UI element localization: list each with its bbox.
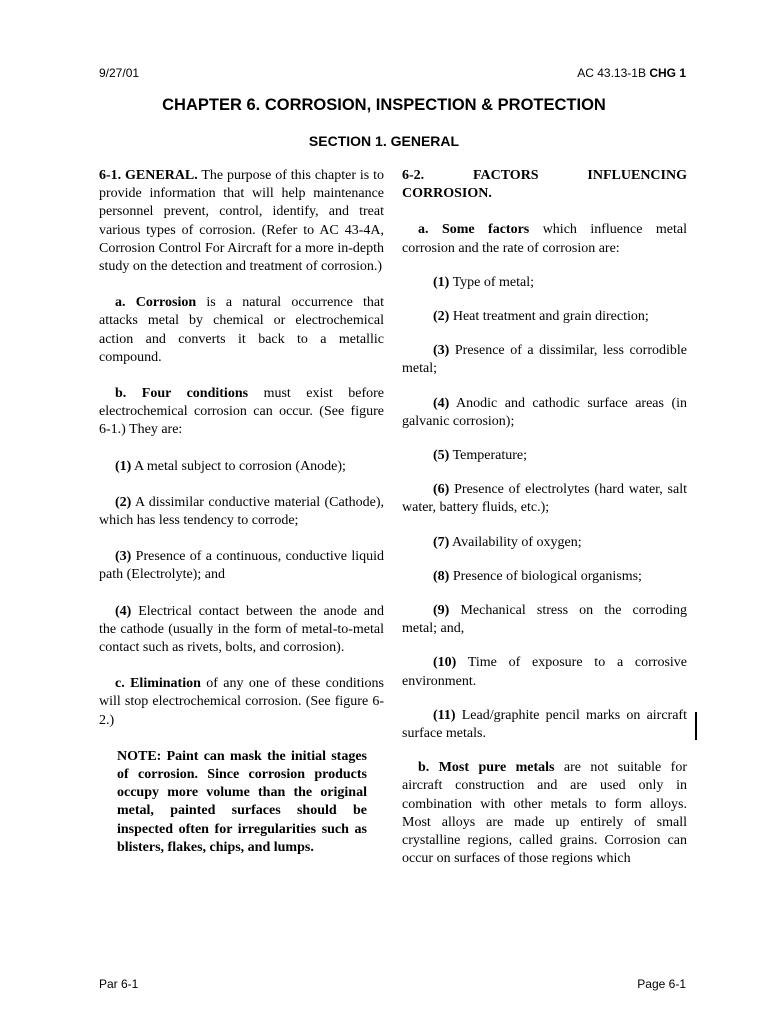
list-item-text: Type of metal;	[449, 274, 535, 290]
list-item-number: (4)	[115, 603, 132, 619]
list-item-text: Lead/graphite pencil marks on aircraft surface metals.	[402, 707, 687, 742]
left-column	[99, 167, 384, 857]
paragraph-6-1	[99, 167, 384, 276]
list-item-number: (2)	[433, 309, 450, 325]
list-item	[85, 494, 384, 530]
list-item	[402, 447, 687, 465]
paragraph-6-2-a	[402, 221, 687, 257]
list-item	[402, 308, 687, 326]
list-item	[85, 548, 384, 584]
list-item-text: Presence of a dissimilar, less corrodible metal;	[402, 343, 687, 377]
header-date: 9/27/01	[99, 66, 140, 80]
paragraph-6-2-b	[402, 759, 687, 868]
list-item-number: (3)	[433, 343, 450, 359]
list-item-text: Presence of a continuous, conductive liquid path (Electrolyte); and	[99, 549, 384, 583]
footer-paragraph-ref: Par 6-1	[99, 977, 139, 991]
paragraph-6-1-b-text: must exist before electrochemical corrosion can occur. (See figure 6-1.) They are:	[99, 386, 385, 438]
list-item-number: (8)	[433, 568, 450, 584]
list-item-number: (6)	[433, 482, 450, 498]
paragraph-6-1-c	[99, 675, 384, 730]
list-item	[85, 603, 384, 658]
list-item	[402, 481, 687, 517]
note-block: NOTE: Paint can mask the initial stages of corrosion. Since corrosion products occupy more volume than the original metal, painted surfaces should be inspected often for irregularities such as blisters, flakes, chips, and lumps.	[117, 748, 367, 855]
list-item-text: Availability of oxygen;	[449, 534, 582, 550]
paragraph-6-1-b	[99, 385, 384, 440]
list-item-text: Heat treatment and grain direction;	[449, 309, 649, 325]
paragraph-6-1-c-text: of any one of these conditions will stop electrochemical corrosion. (See figure 6-2.)	[99, 676, 384, 728]
list-item-number: (11)	[433, 707, 456, 723]
list-item	[402, 395, 687, 431]
paragraph-6-1-b-label: b. Four conditions	[115, 386, 249, 402]
paragraph-6-1-a-text: is a natural occurrence that attacks metal by chemical or electrochemical action and converts it back to a metallic compound.	[99, 295, 384, 365]
right-column	[402, 167, 687, 868]
list-item	[402, 534, 687, 552]
paragraph-6-1-a-label: a. Corrosion	[115, 295, 197, 311]
list-item-text: Electrical contact between the anode and the cathode (usually in the form of metal-to-metal contact such as rivets, bolts, and corrosion).	[99, 603, 384, 656]
list-item-text: Mechanical stress on the corroding metal; and,	[402, 603, 687, 637]
list-item-text: A dissimilar conductive material (Cathode), which has less tendency to corrode;	[99, 494, 384, 529]
paragraph-6-1-c-label: c. Elimination	[115, 676, 201, 692]
paragraph-6-1-a	[99, 294, 384, 367]
revision-change-bar	[695, 712, 697, 740]
list-item-number: (4)	[433, 395, 450, 411]
paragraph-6-2-heading: 6-2. FACTORS INFLUENCING CORROSION.	[402, 168, 687, 202]
list-item	[402, 707, 687, 743]
list-item	[402, 342, 687, 378]
footer-page-number: Page 6-1	[637, 977, 686, 991]
section-title: SECTION 1. GENERAL	[308, 133, 460, 149]
list-item	[402, 602, 687, 638]
list-item-number: (3)	[115, 549, 132, 565]
list-item	[402, 274, 687, 292]
header-reference	[577, 66, 686, 80]
list-item-number: (2)	[115, 494, 132, 510]
list-item-number: (7)	[433, 534, 450, 550]
list-item-number: (9)	[433, 603, 450, 619]
paragraph-6-2-b-label: b. Most pure metals	[418, 760, 555, 776]
list-item-text: Temperature;	[449, 448, 527, 464]
paragraph-6-1-text: The purpose of this chapter is to provide information that will help maintenance personnel prevent, control, identify, and treat various types of corrosion. (Refer to AC 43-4A, Corrosion Control For Aircraft for a more in-depth study on the detection and treatment of corrosion.)	[99, 168, 384, 275]
list-item-number: (5)	[433, 448, 450, 464]
paragraph-6-2-a-label: a. Some factors	[418, 222, 530, 238]
header-ac-number: AC 43.13-1B	[577, 66, 646, 80]
list-item-number: (1)	[115, 458, 132, 474]
paragraph-6-2-b-text: are not suitable for aircraft construction and are used only in combination with other metals to form alloys. Most alloys are made up entirely of small crystalline regions, called grains. Corrosion can occur on surfaces of those regions which	[402, 760, 687, 867]
list-item-text: Anodic and cathodic surface areas (in galvanic corrosion);	[402, 395, 687, 429]
chapter-title: CHAPTER 6. CORROSION, INSPECTION & PROTECTION	[162, 96, 606, 114]
list-item-number: (10)	[433, 655, 457, 671]
paragraph-6-1-label: 6-1. GENERAL.	[99, 168, 198, 183]
list-item	[85, 458, 384, 476]
list-item-number: (1)	[433, 274, 450, 290]
list-item	[402, 568, 687, 586]
list-item-text: Presence of electrolytes (hard water, salt water, battery fluids, etc.);	[402, 482, 687, 516]
list-item	[402, 654, 687, 690]
list-item-text: A metal subject to corrosion (Anode);	[131, 458, 346, 474]
list-item-text: Time of exposure to a corrosive environment.	[402, 655, 687, 689]
list-item-text: Presence of biological organisms;	[449, 568, 642, 584]
header-change: CHG 1	[649, 66, 686, 80]
paragraph-6-2-a-text: which influence metal corrosion and the rate of corrosion are:	[402, 222, 687, 256]
